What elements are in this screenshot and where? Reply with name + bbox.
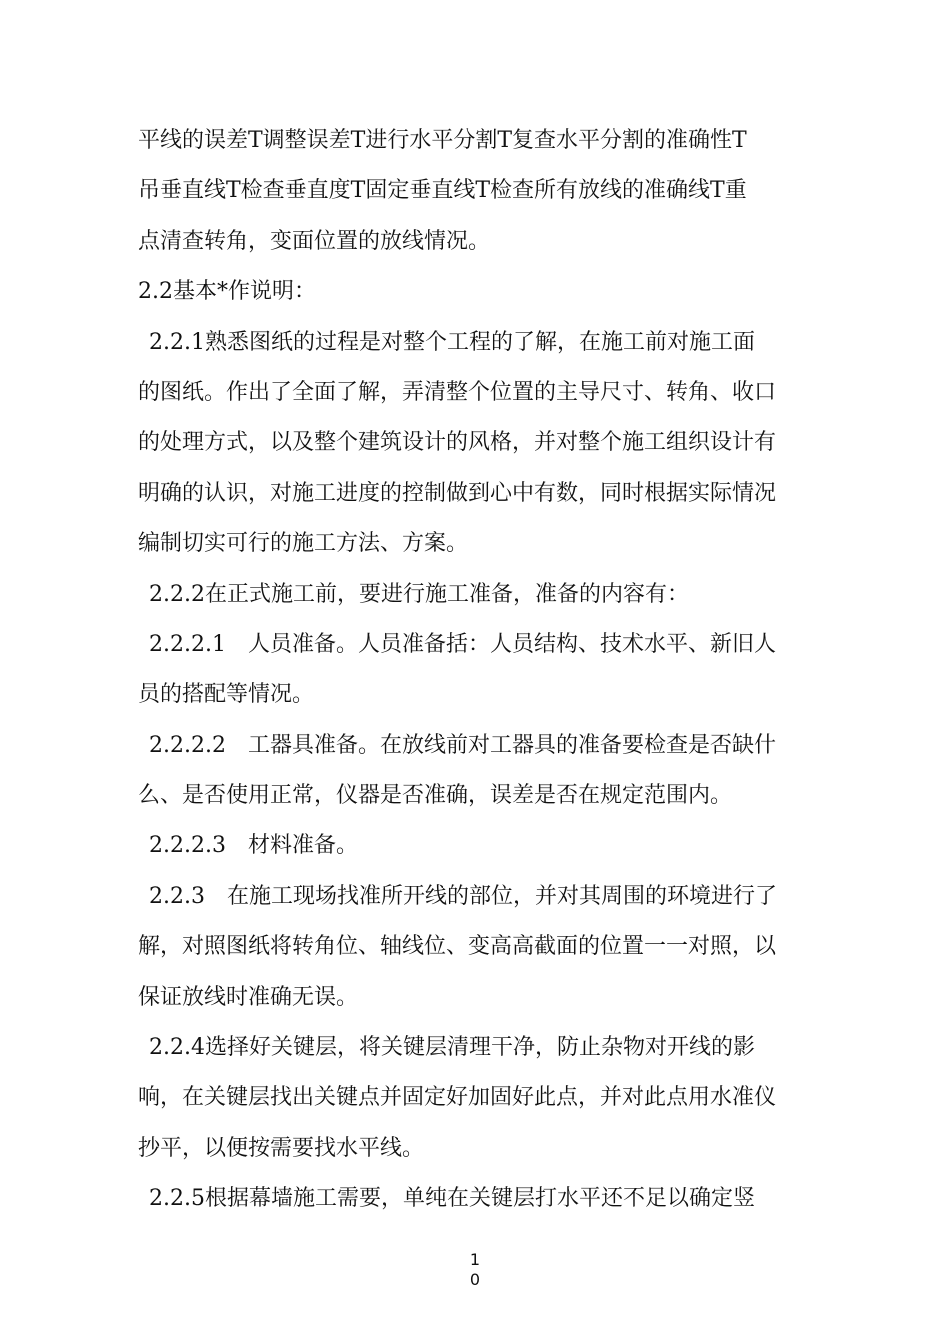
paragraph-start: 2.2.2.1 人员准备。人员准备括：人员结构、技术水平、新旧人 [149, 631, 776, 657]
paragraph-start: 2.2.2.3 材料准备。 [149, 833, 358, 859]
text-line: 响，在关键层找出关键点并固定好加固好此点，并对此点用水准仪 [138, 1085, 777, 1111]
text-line: 吊垂直线T检查垂直度T固定垂直线T检查所有放线的准确线T重 [138, 178, 747, 204]
page-number [455, 1250, 495, 1290]
body-text [138, 116, 828, 1225]
page-number-digit: 0 [469, 1270, 481, 1289]
text-line: 明确的认识，对施工进度的控制做到心中有数，同时根据实际情况 [138, 480, 777, 506]
text-line: 解，对照图纸将转角位、轴线位、变高高截面的位置一一对照，以 [138, 934, 777, 960]
text-line: 平线的误差T调整误差T进行水平分割T复查水平分割的准确性T [138, 128, 747, 153]
page-number-digit: 1 [469, 1250, 481, 1269]
paragraph-start: 2.2.2在正式施工前，要进行施工准备，准备的内容有： [149, 581, 689, 607]
paragraph-start: 2.2.3 在施工现场找准所开线的部位，并对其周围的环境进行了 [149, 883, 777, 909]
paragraph-start: 2.2.1熟悉图纸的过程是对整个工程的了解，在施工前对施工面 [149, 329, 755, 355]
text-line: 的图纸。作出了全面了解，弄清整个位置的主导尺寸、转角、收口 [138, 379, 777, 405]
text-line: 点清查转角，变面位置的放线情况。 [138, 228, 491, 254]
text-line: 么、是否使用正常，仪器是否准确，误差是否在规定范围内。 [138, 783, 733, 809]
paragraph-start: 2.2.4选择好关键层，将关键层清理干净，防止杂物对开线的影 [149, 1035, 755, 1061]
paragraph-start: 2.2.2.2 工器具准备。在放线前对工器具的准备要检查是否缺什 [149, 732, 776, 758]
paragraph-start: 2.2.5根据幕墙施工需要，单纯在关键层打水平还不足以确定竖 [149, 1186, 755, 1212]
text-line: 员的搭配等情况。 [138, 682, 315, 708]
text-line: 抄平，以便按需要找水平线。 [138, 1135, 425, 1161]
text-line: 保证放线时准确无误。 [138, 984, 359, 1010]
text-line: 的处理方式，以及整个建筑设计的风格，并对整个施工组织设计有 [138, 430, 777, 456]
text-line: 编制切实可行的施工方法、方案。 [138, 531, 469, 557]
section-heading: 2.2基本*作说明： [138, 279, 316, 305]
